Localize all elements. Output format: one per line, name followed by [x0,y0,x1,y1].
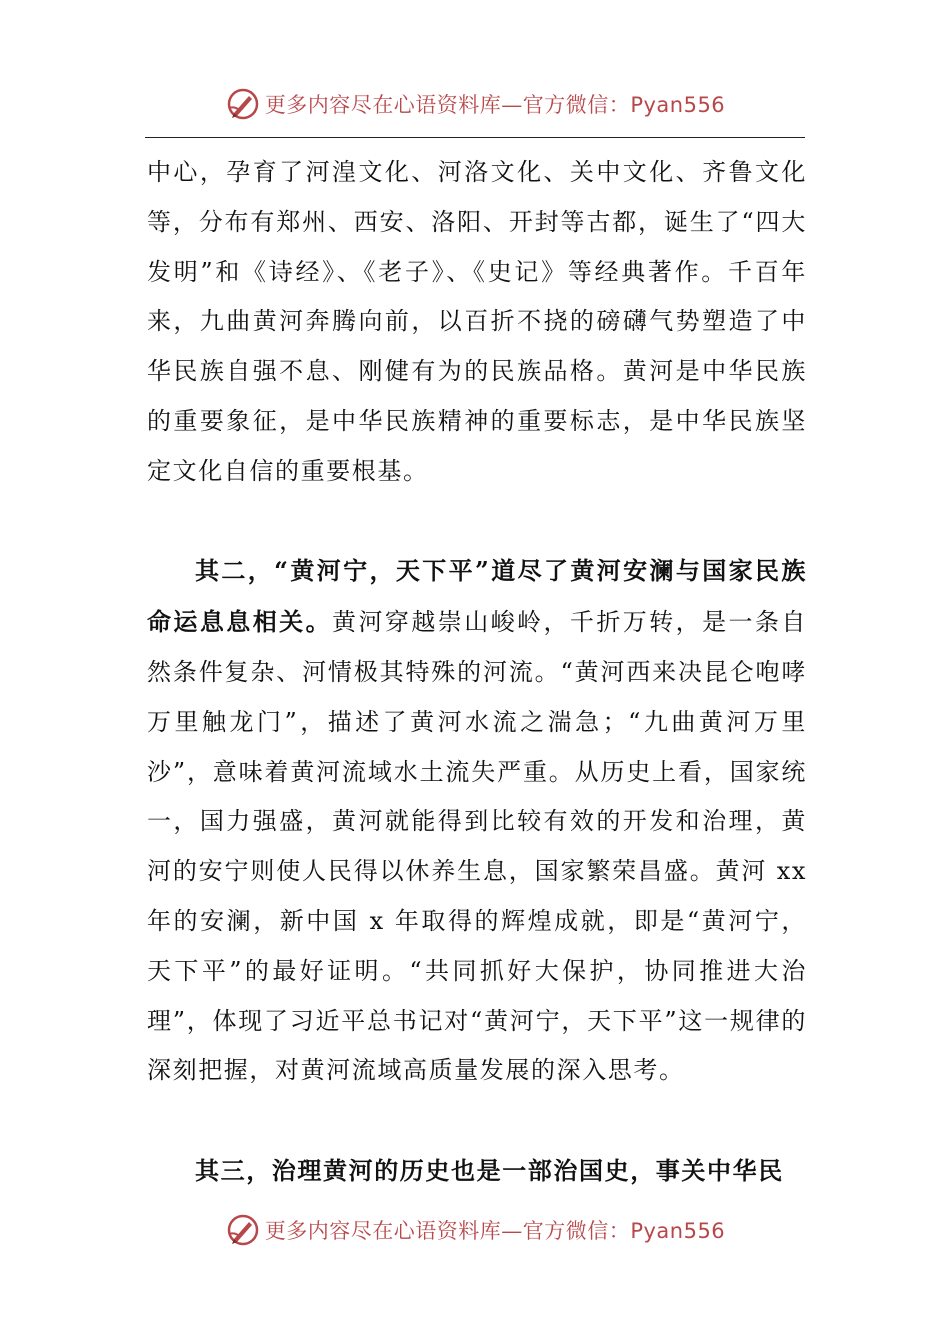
paragraph-3 [147,1146,807,1197]
banner-text: 更多内容尽在心语资料库—官方微信：Pyan556 [264,1219,726,1243]
pen-logo-icon [225,86,261,122]
banner-text: 更多内容尽在心语资料库—官方微信：Pyan556 [264,93,726,117]
wechat-id: Pyan556 [630,1219,726,1243]
pen-logo-icon [225,1212,261,1248]
header-banner [0,84,950,124]
footer-banner [0,1210,950,1250]
paragraph-2 [147,546,807,1096]
paragraph-2-body: 黄河穿越崇山峻岭，千折万转，是一条自然条件复杂、河情极其特殊的河流。“黄河西来决昆仑咆哮万里触龙门”，描述了黄河水流之湍急；“九曲黄河万里沙”，意味着黄河流域水土流失严重。从历史上看，国家统一，国力强盛，黄河就能得到比较有效的开发和治理，黄河的安宁则使人民得以休养生息，国家繁荣昌盛。黄河 xx 年的安澜，新中国 x 年取得的辉煌成就，即是“黄河宁，天下平”的最好证明。“共同抓好大保护，协同推进大治理”，体现了习近平总书记对“黄河宁，天下平”这一规律的深刻把握，对黄河流域高质量发展的深入思考。 [147,608,807,1085]
wechat-id: Pyan556 [630,93,726,117]
header-rule [145,137,805,138]
paragraph-1: 中心，孕育了河湟文化、河洛文化、关中文化、齐鲁文化等，分布有郑州、西安、洛阳、开封等古都，诞生了“四大发明”和《诗经》、《老子》、《史记》等经典著作。千百年来，九曲黄河奔腾向前，以百折不挠的磅礴气势塑造了中华民族自强不息、刚健有为的民族品格。黄河是中华民族的重要象征，是中华民族精神的重要标志，是中华民族坚定文化自信的重要根基。 [147,158,807,485]
paragraph-3-heading: 其三，治理黄河的历史也是一部治国史，事关中华民 [195,1155,784,1185]
paragraph-2-heading: 其二，“黄河宁，天下平”道尽了黄河安澜与国家民族命运息息相关。 [147,556,807,637]
document-body [147,148,807,1197]
